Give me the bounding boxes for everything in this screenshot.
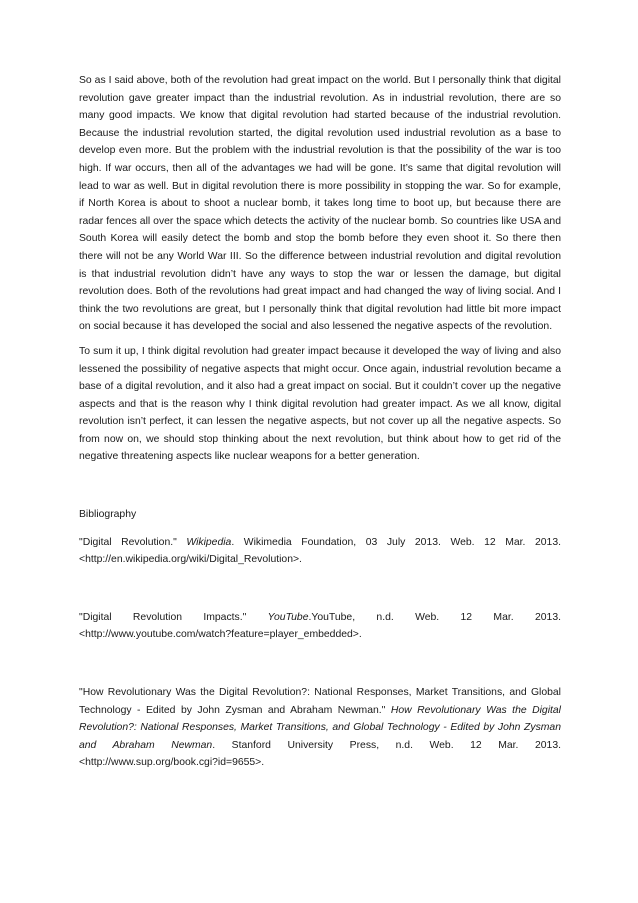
citation-details: . Wikimedia Foundation, 03 July 2013. Web. 12 Mar. 2013. <http://en.wikipedia.org/wiki/Digital_Revolution>. (79, 536, 561, 566)
citation-source: YouTube (267, 611, 309, 623)
citation-source: Wikipedia (186, 536, 232, 548)
bibliography-entry (79, 684, 561, 772)
body-paragraph: So as I said above, both of the revolution had great impact on the world. But I personally think that digital revolution gave greater impact than the industrial revolution. As in industrial revolution, there are so many good impacts. We know that digital revolution had started because of the industrial revolution. Because the industrial revolution started, the digital revolution used industrial revolution as a base to develop even more. But the problem with the industrial revolution is that the possibility of the war is too high. If war occurs, then all of the advantages we had will be gone. It’s same that digital revolution will lead to war as well. But in digital revolution there is more possibility in stopping the war. So for example, if North Korea is about to shoot a nuclear bomb, it takes long time to boot up, but because there are radar fences all over the space which detects the activity of the nuclear bomb. So countries like USA and South Korea will easily detect the bomb and stop the bomb before they even shoot it. So there then there will not be any World War III. So the difference between industrial revolution and digital revolution is that industrial revolution didn’t have any ways to stop the war or lessen the damage, but digital revolution does. Both of the revolutions had great impact and had changed the way of living social. And I think the two revolutions are great, but I personally think that digital revolution had little bit more impact on social because it has developed the social and also lessened the negative aspects of the revolution. (79, 75, 561, 333)
citation-details: .YouTube, n.d. Web. 12 Mar. 2013. <http://www.youtube.com/watch?feature=player_embedded>. (79, 611, 561, 641)
citation-title: "Digital Revolution Impacts." (79, 611, 268, 623)
citation-title: "How Revolutionary Was the Digital Revolution?: National Responses, Market Transitions, and Global Technology - Edited by John Zysman and Abraham Newman." (79, 687, 561, 716)
citation-details: . Stanford University Press, n.d. Web. 12 Mar. 2013. <http://www.sup.org/book.cgi?id=9655>. (79, 739, 561, 769)
citation-title: "Digital Revolution." (79, 536, 187, 548)
citation-source: How Revolutionary Was the Digital Revolution?: National Responses, Market Transitions, and Global Technology - Edited by John Zysman and Abraham Newman (79, 704, 561, 751)
bibliography-heading: Bibliography (79, 509, 137, 521)
bibliography-entry (79, 609, 561, 644)
conclusion-paragraph: To sum it up, I think digital revolution had greater impact because it developed the way of living and also lessened the possibility of negative aspects that might occur. Once again, industrial revolution became a base of a digital revolution, and it also had a great impact on social. But it couldn’t cover up the negative aspects and that is the reason why I think digital revolution had greater impact. As we all know, digital revolution isn’t perfect, it can lessen the negative aspects, but not cover up all the negative aspects. So from now on, we should stop thinking about the next revolution, but think about how to get rid of the negative threatening aspects like nuclear weapons for a better generation. (79, 345, 561, 463)
bibliography-entry (79, 534, 561, 569)
document-page (79, 72, 561, 772)
